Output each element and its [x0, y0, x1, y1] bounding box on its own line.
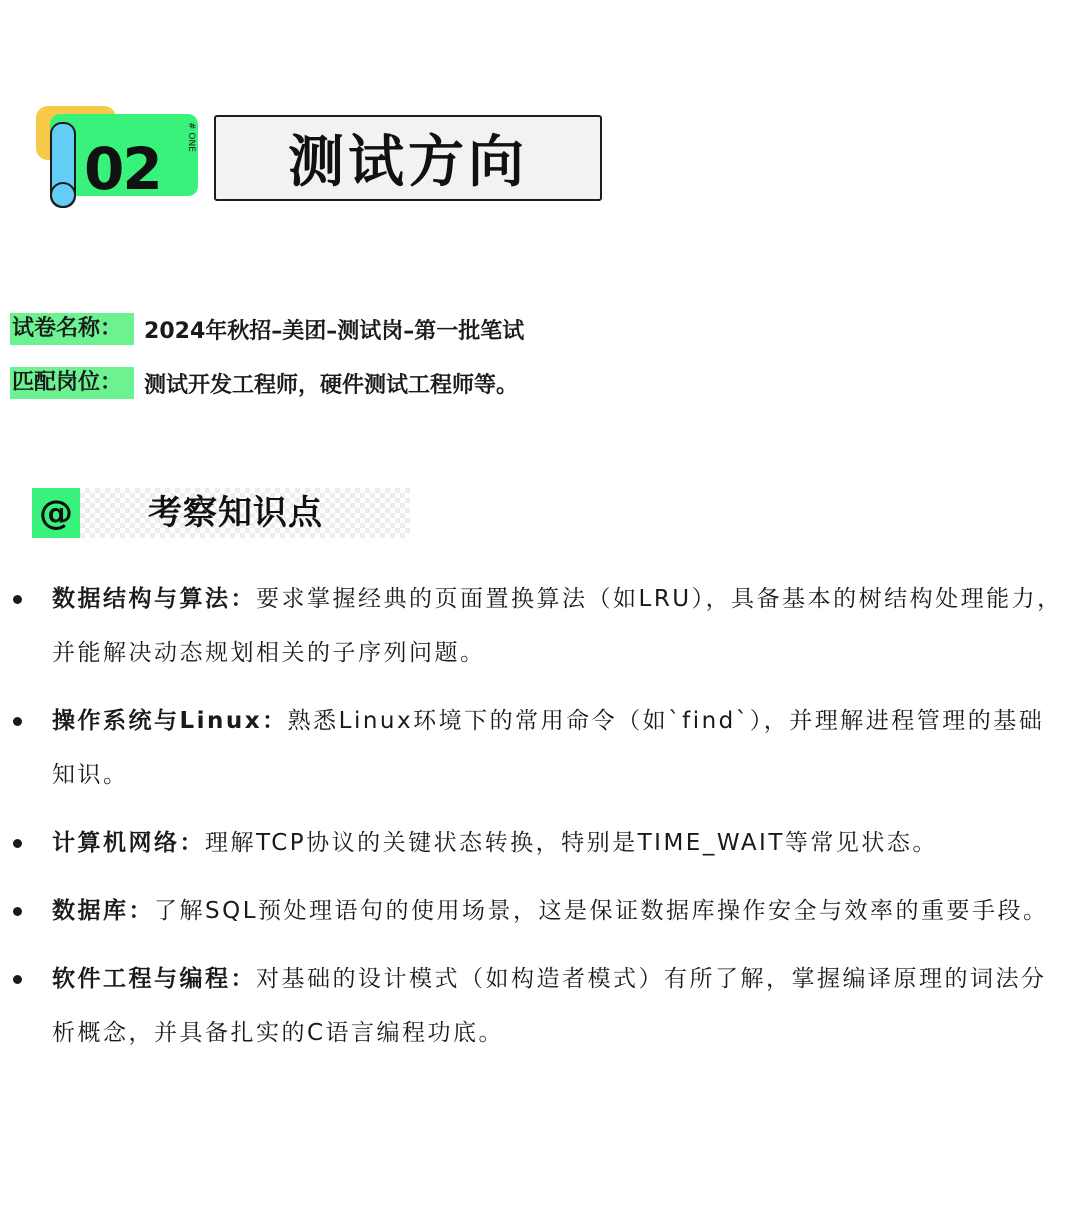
list-item	[0, 816, 1080, 870]
info-value: 2024年秋招–美团–测试岗–第一批笔试	[144, 318, 525, 344]
list-item-label: 数据库：	[52, 898, 154, 924]
section-number-badge	[36, 106, 202, 210]
bullet-dot-icon	[13, 975, 22, 984]
info-label: 试卷名称：	[10, 313, 134, 345]
info-label: 匹配岗位：	[10, 367, 134, 399]
list-item-text: 对基础的设计模式（如构造者模式）有所了解，掌握编译原理的词法分析概念，并具备扎实的C语言编程功底。	[52, 966, 1047, 1046]
bullet-dot-icon	[13, 717, 22, 726]
list-item-label: 计算机网络：	[52, 830, 205, 856]
info-line-matched-roles	[10, 367, 518, 399]
bullet-dot-icon	[13, 839, 22, 848]
knowledge-list	[0, 572, 1080, 1074]
list-item-text: 要求掌握经典的页面置换算法（如LRU），具备基本的树结构处理能力，并能解决动态规划相关的子序列问题。	[52, 586, 1063, 666]
badge-number: 02	[84, 135, 161, 203]
at-icon: @	[32, 488, 80, 538]
list-item	[0, 884, 1080, 938]
list-item	[0, 694, 1080, 802]
section-title: 考察知识点	[148, 493, 323, 533]
tube-cap-icon	[50, 182, 76, 208]
badge-tag: # ONE	[186, 122, 196, 152]
list-item-label: 操作系统与Linux：	[52, 708, 288, 734]
list-item-text: 了解SQL预处理语句的使用场景，这是保证数据库操作安全与效率的重要手段。	[154, 898, 1049, 924]
list-item-label: 软件工程与编程：	[52, 966, 256, 992]
info-line-exam-name	[10, 313, 524, 345]
list-item	[0, 572, 1080, 680]
bullet-dot-icon	[13, 907, 22, 916]
bullet-dot-icon	[13, 595, 22, 604]
list-item-text: 理解TCP协议的关键状态转换，特别是TIME_WAIT等常见状态。	[205, 830, 938, 856]
info-value: 测试开发工程师，硬件测试工程师等。	[144, 372, 519, 398]
list-item-label: 数据结构与算法：	[52, 586, 256, 612]
list-item-text: 熟悉Linux环境下的常用命令（如`find`），并理解进程管理的基础知识。	[52, 708, 1045, 788]
list-item	[0, 952, 1080, 1060]
page-title: 测试方向	[288, 130, 528, 195]
section-header	[32, 488, 410, 538]
page-title-box	[214, 115, 602, 201]
